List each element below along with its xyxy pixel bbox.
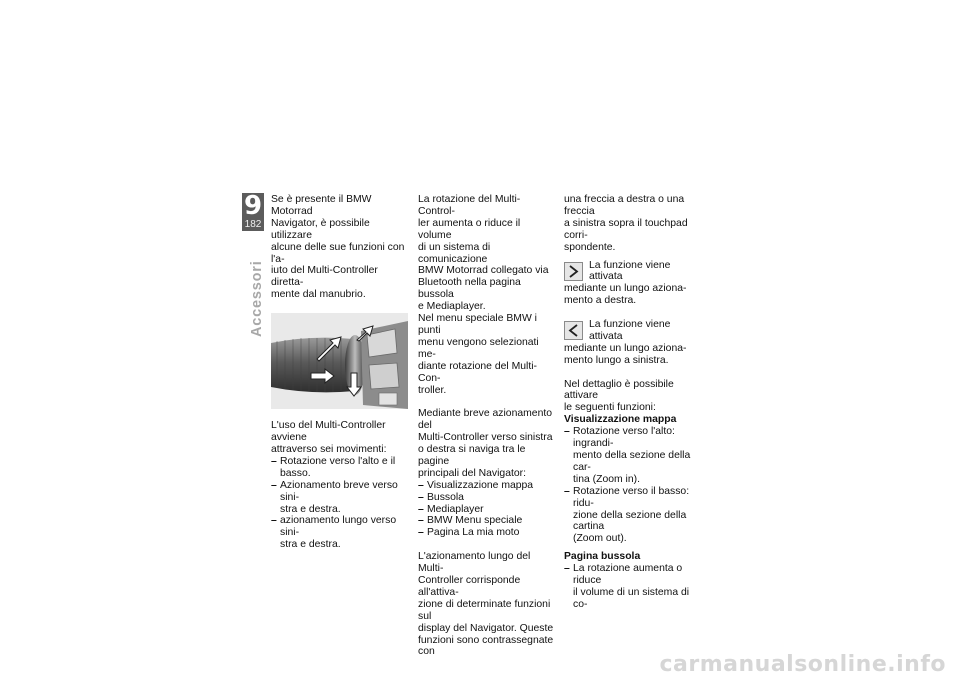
list-item: – Pagina La mia moto <box>418 527 556 539</box>
menu-paragraph: Nel menu speciale BMW i punti menu vengono selezionati me- diante rotazione del Multi-Con- troller. <box>418 313 539 396</box>
note-left: La funzione viene attivata mediante un lungo aziona- mento lungo a sinistra. <box>564 319 687 366</box>
chapter-number: 9 <box>243 191 263 221</box>
list-item: – Azionamento breve verso sini- stra e destra. <box>271 480 409 516</box>
list-item: – Bussola <box>418 492 556 504</box>
list-item: – Rotazione verso il basso: ridu- zione della sezione della cartina (Zoom out). <box>564 486 702 546</box>
page-number: 182 <box>244 219 262 230</box>
navigator-pages-list <box>418 480 556 540</box>
compass-functions-list <box>564 563 702 611</box>
section-title: Accessori <box>249 260 265 337</box>
arrow-paragraph: una freccia a destra o una freccia a sinistra sopra il touchpad corri- spondente. <box>564 194 688 253</box>
list-item: – azionamento lungo verso sini- stra e destra. <box>271 515 409 551</box>
column-1 <box>271 194 409 551</box>
list-item: – Visualizzazione mappa <box>418 480 556 492</box>
navigation-paragraph: Mediante breve azionamento del Multi-Controller verso sinistra o destra si naviga tra le pagine principali del Navigator: <box>418 408 553 479</box>
note-right: La funzione viene attivata mediante un lungo aziona- mento a destra. <box>564 259 687 307</box>
volume-paragraph: La rotazione del Multi-Control- ler aumenta o riduce il volume di un sistema di comunicazione BMW Motorrad collegato via Bluetooth nella pagina bussola e Mediaplayer. <box>418 194 549 313</box>
intro-paragraph: Se è presente il BMW Motorrad Navigator, è possibile utilizzare alcune delle sue funzioni con l'a- iuto del Multi-Controller diretta- mente dal manubrio. <box>271 194 405 301</box>
map-heading: Visualizzazione mappa <box>564 414 677 426</box>
list-item: – La rotazione aumenta o riduce il volume di un sistema di co- <box>564 563 702 611</box>
map-functions-list <box>564 426 702 545</box>
list-item: – Rotazione verso l'alto e il basso. <box>271 456 409 480</box>
movement-list <box>271 456 409 551</box>
compass-heading: Pagina bussola <box>564 551 641 563</box>
list-item: – Mediaplayer <box>418 504 556 516</box>
arrow-right-icon <box>564 262 583 281</box>
column-3 <box>564 194 702 611</box>
multi-controller-illustration <box>271 313 408 409</box>
long-press-paragraph: L'azionamento lungo del Multi- Controller corrisponde all'attiva- zione di determinate funzioni sul display del Navigator. Queste funzioni sono contrassegnate con <box>418 551 554 658</box>
handlebar-controller-photo <box>271 313 408 409</box>
watermark: carmanualsonline.info <box>659 652 946 678</box>
column-2 <box>418 194 556 658</box>
detail-paragraph: Nel dettaglio è possibile attivare le seguenti funzioni: <box>564 378 674 414</box>
list-item: – BMW Menu speciale <box>418 515 556 527</box>
arrow-left-icon <box>564 321 583 340</box>
chapter-tab <box>242 193 264 231</box>
usage-intro: L'uso del Multi-Controller avviene attraverso sei movimenti: <box>271 420 387 455</box>
list-item: – Rotazione verso l'alto: ingrandi- mento della sezione della car- tina (Zoom in). <box>564 426 702 486</box>
